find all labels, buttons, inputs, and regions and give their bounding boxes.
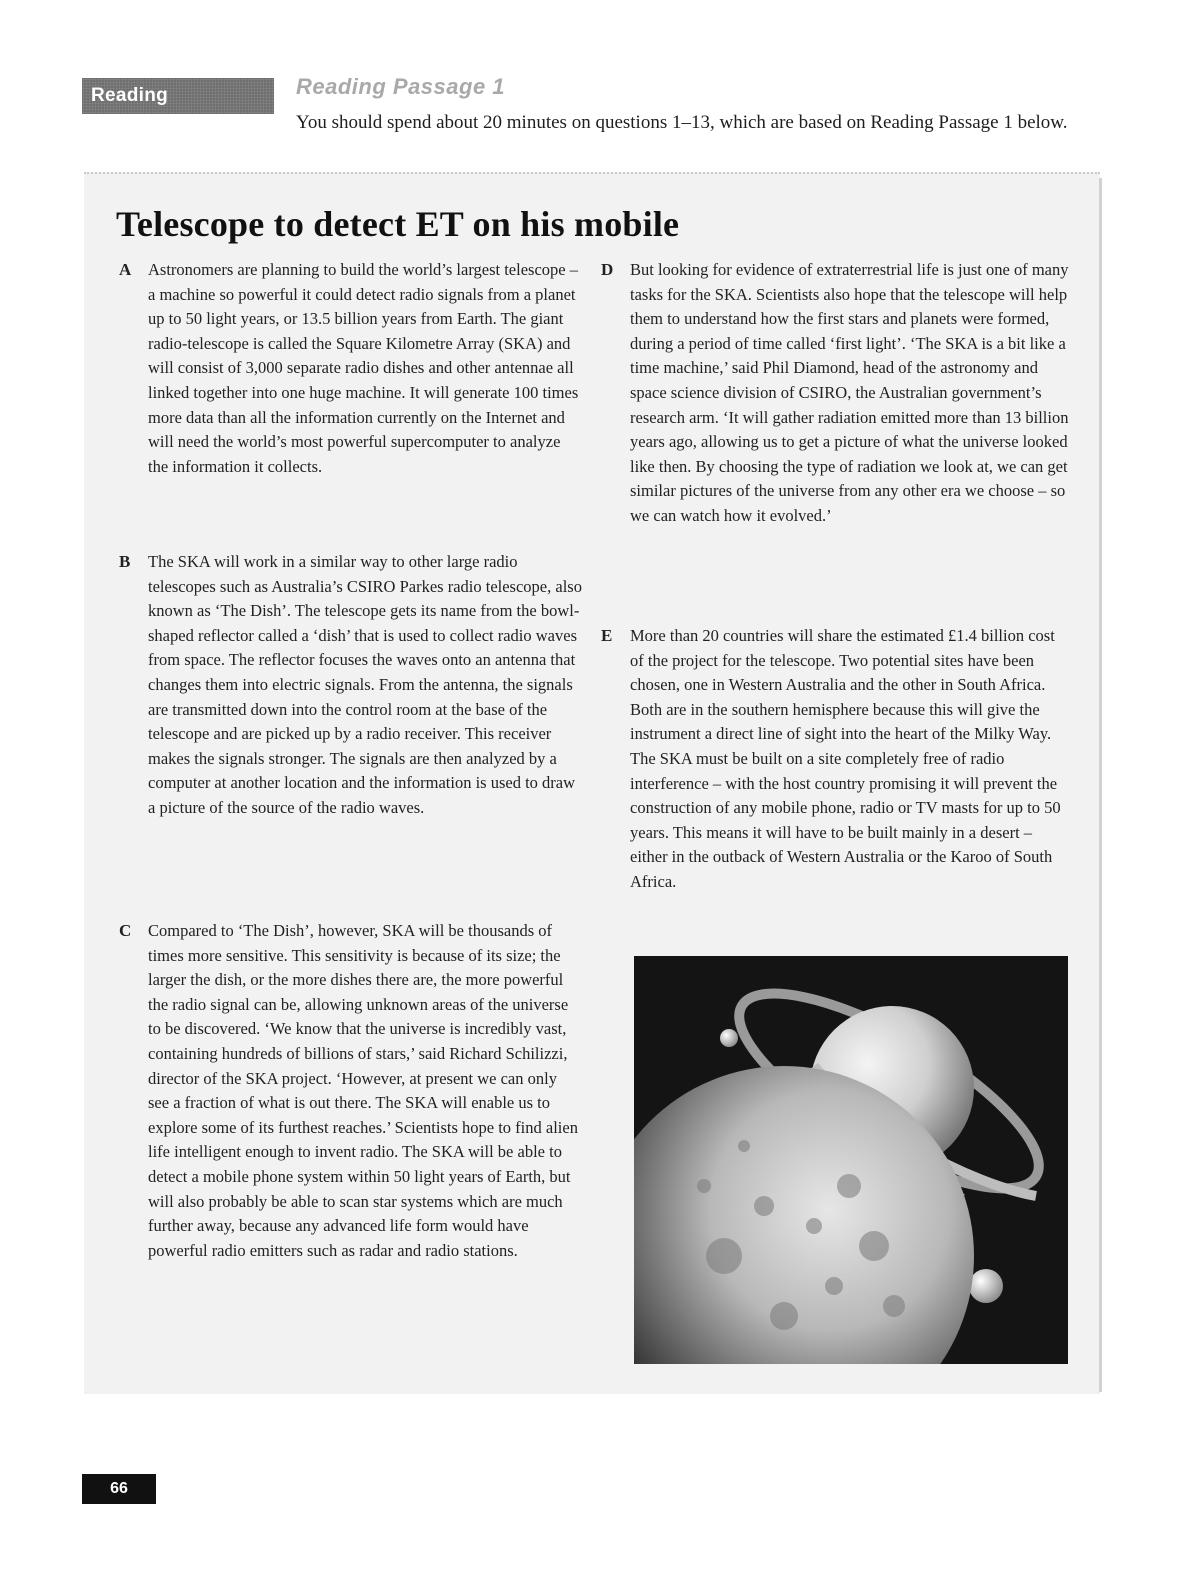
paragraph-e: [601, 624, 1070, 895]
page-number: 66: [82, 1474, 156, 1504]
small-moon-icon: [720, 1029, 738, 1047]
space-illustration: [634, 956, 1068, 1364]
paragraph-a: [119, 258, 582, 479]
small-moon-icon: [969, 1269, 1003, 1303]
paragraph-b: [119, 550, 582, 821]
section-tab: Reading: [82, 78, 274, 114]
paragraph-letter: E: [601, 626, 613, 645]
paragraph-text: The SKA will work in a similar way to other large radio telescopes such as Australia’s CSIRO Parkes radio telescope, also known as ‘The Dish’. The telescope gets its name from the bowl-shaped reflector called a ‘dish’ that is used to collect radio waves from space. The reflector focuses the waves onto an antenna that changes them into electric signals. From the antenna, the signals are transmitted down into the control room at the base of the telescope and are picked up by a radio receiver. This receiver makes the signals stronger. The signals are then analyzed by a computer at another location and the information is used to draw a picture of the source of the radio waves.: [148, 552, 582, 817]
paragraph-letter: B: [119, 552, 131, 571]
passage-label: Reading Passage 1: [296, 74, 506, 99]
paragraph-c: [119, 919, 582, 1263]
paragraph-text: Compared to ‘The Dish’, however, SKA will be thousands of times more sensitive. This sensitivity is because of its size; the larger the dish, or the more dishes there are, the more powerful the radio signal can be, allowing unknown areas of the universe to be discovered. ‘We know that the universe is incredibly vast, containing hundreds of billions of stars,’ said Richard Schilizzi, director of the SKA project. ‘However, at present we can only see a fraction of what is out there. The SKA will enable us to explore some of its furthest reaches.’ Scientists hope to find alien life intelligent enough to invent radio. The SKA will be able to detect a mobile phone system within 50 light years of Earth, but will also probably be able to scan star systems which are much further away, because any advanced life form would have powerful radio emitters such as radar and radio stations.: [148, 921, 578, 1260]
article-title: Telescope to detect ET on his mobile: [116, 204, 680, 244]
panel-edge-shadow: [1099, 178, 1102, 1392]
paragraph-text: But looking for evidence of extraterrestrial life is just one of many tasks for the SKA. Scientists also hope that the telescope will help them to understand how the first stars and planets were formed, during a period of time called ‘first light’. ‘The SKA is a bit like a time machine,’ said Phil Diamond, head of the astronomy and space science division of CSIRO, the Australian government’s research arm. ‘It will gather radiation emitted more than 13 billion years ago, allowing us to get a picture of what the universe looked like then. By choosing the type of radiation we look at, we can get similar pictures of the universe from any other era we choose – so we can watch how it evolved.’: [630, 260, 1069, 525]
paragraph-letter: C: [119, 921, 132, 940]
paragraph-text: More than 20 countries will share the estimated £1.4 billion cost of the project for the telescope. Two potential sites have been chosen, one in Western Australia and the other in South Africa. Both are in the southern hemisphere because this will give the instrument a direct line of sight into the heart of the Milky Way. The SKA must be built on a site completely free of radio interference – with the host country promising it will prevent the construction of any mobile phone, radio or TV masts for up to 50 years. This means it will have to be built mainly in a desert – either in the outback of Western Australia or the Karoo of South Africa.: [630, 626, 1061, 891]
paragraph-letter: A: [119, 260, 132, 279]
paragraph-letter: D: [601, 260, 614, 279]
paragraph-text: Astronomers are planning to build the world’s largest telescope – a machine so powerful it could detect radio signals from a planet up to 50 light years, or 13.5 billion years from Earth. The giant radio-telescope is called the Square Kilometre Array (SKA) and will consist of 3,000 separate radio dishes and other antennae all linked together into one huge machine. It will generate 100 times more data than all the information currently on the Internet and will need the world’s most powerful supercomputer to analyze the information it collects.: [148, 260, 579, 476]
planet-and-moon-image: [634, 956, 1068, 1364]
paragraph-d: [601, 258, 1070, 529]
instructions-text: You should spend about 20 minutes on questions 1–13, which are based on Reading Passage 1 below.: [296, 112, 1068, 133]
